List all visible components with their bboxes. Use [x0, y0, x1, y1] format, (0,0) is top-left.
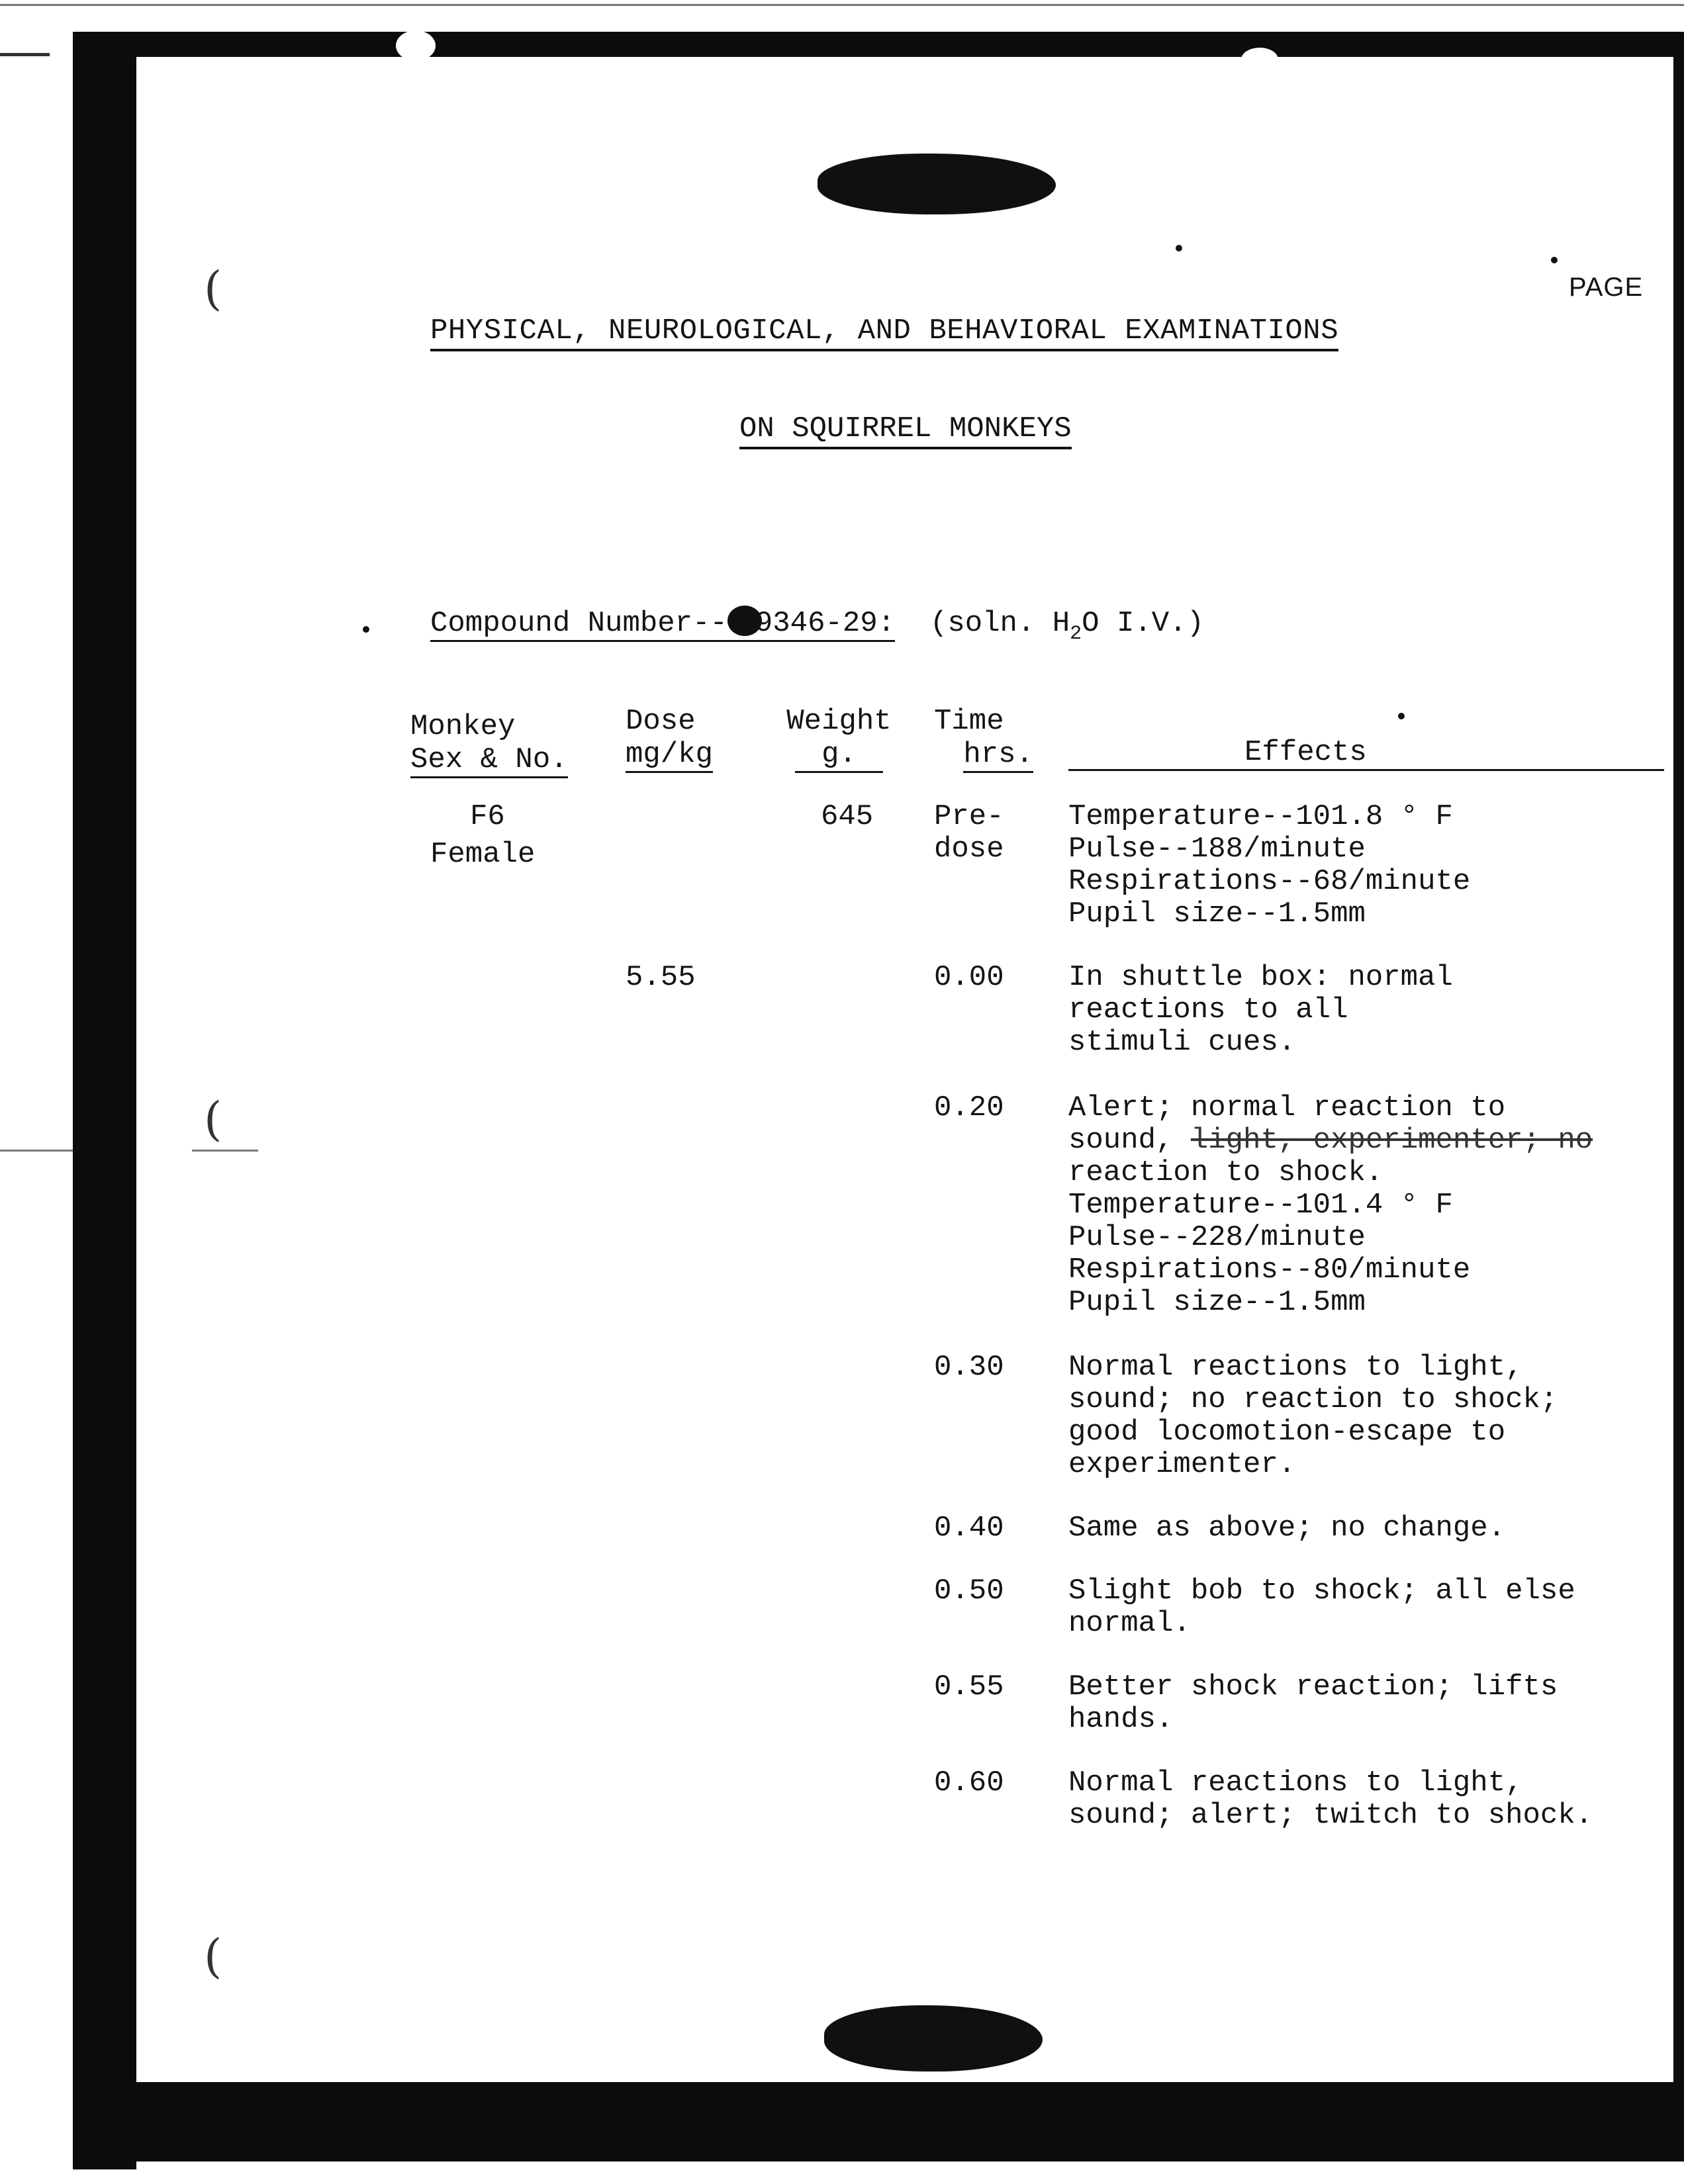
- scan-border-top: [73, 32, 1684, 57]
- margin-dash: [0, 53, 50, 56]
- document-title: PHYSICAL, NEUROLOGICAL, AND BEHAVIORAL EXAMINATIONS: [430, 314, 1338, 351]
- redaction-bottom: [824, 2005, 1043, 2071]
- col-header-dose: Dose mg/kg: [626, 705, 713, 773]
- effects-cell: Slight bob to shock; all else normal.: [1068, 1574, 1575, 1640]
- page-label: PAGE: [1569, 273, 1644, 302]
- redaction-top: [818, 154, 1056, 214]
- dose-value: 5.55: [626, 961, 696, 994]
- compound-label: Compound Number-- 9346-29:: [430, 607, 895, 642]
- margin-mark: (: [204, 1092, 222, 1146]
- document-subtitle: ON SQUIRREL MONKEYS: [739, 412, 1072, 449]
- scan-border-left: [73, 32, 136, 2169]
- time-cell: 0.55: [934, 1670, 1004, 1704]
- time-cell: 0.00: [934, 961, 1004, 994]
- punch-hole-mark: [1241, 48, 1278, 71]
- time-cell: 0.30: [934, 1351, 1004, 1384]
- compound-note: (soln. $H_2O$ I.V.): [929, 607, 1205, 645]
- scan-edge-line: [0, 4, 1684, 6]
- effects-cell: Temperature--101.8 ° F Pulse--188/minute Respirations--68/minute Pupil size--1.5mm: [1068, 800, 1471, 931]
- effects-cell: Better shock reaction; lifts hands.: [1068, 1670, 1558, 1736]
- speck-mark: [1398, 713, 1405, 719]
- col-header-monkey: Monkey Sex & No.: [410, 710, 568, 778]
- effects-cell: Normal reactions to light, sound; alert; twitch to shock.: [1068, 1766, 1593, 1832]
- speck-mark: [1551, 257, 1558, 263]
- time-cell: Pre- dose: [934, 800, 1004, 866]
- time-cell: 0.20: [934, 1091, 1004, 1124]
- margin-dash: [192, 1150, 258, 1152]
- time-cell: 0.60: [934, 1766, 1004, 1799]
- compound-number: 9346-29:: [755, 607, 896, 640]
- margin-mark: (: [204, 261, 222, 316]
- col-header-effects: Effects: [1244, 736, 1367, 769]
- col-header-time: Time hrs.: [934, 705, 1033, 771]
- struck-text: light, experimenter; no: [1190, 1124, 1593, 1157]
- effects-cell: In shuttle box: normal reactions to all stimuli cues.: [1068, 961, 1453, 1059]
- compound-line: [430, 606, 1204, 645]
- scan-border-bottom: [73, 2082, 1684, 2161]
- margin-mark: (: [204, 1929, 222, 1983]
- speck-mark: [363, 626, 369, 633]
- monkey-id: F6: [470, 800, 505, 833]
- effects-cell: Alert; normal reaction to sound, light, experimenter; no reaction to shock. Temperature--101.4 ° F Pulse--228/minute Respirations--80/minute Pupil size--1.5mm: [1068, 1091, 1593, 1319]
- punch-hole-mark: [396, 30, 436, 61]
- effects-header-rule: [1068, 769, 1664, 771]
- speck-mark: [1176, 245, 1182, 251]
- time-cell: 0.40: [934, 1512, 1004, 1545]
- monkey-weight: 645: [821, 800, 874, 833]
- monkey-sex: Female: [430, 838, 536, 871]
- margin-dash: [0, 1150, 73, 1152]
- scan-border-right: [1673, 32, 1684, 2150]
- effects-cell: Normal reactions to light, sound; no reaction to shock; good locomotion-escape to experimenter.: [1068, 1351, 1558, 1481]
- effects-cell: Same as above; no change.: [1068, 1512, 1506, 1545]
- time-cell: 0.50: [934, 1574, 1004, 1608]
- col-header-weight: Weight g.: [778, 705, 900, 771]
